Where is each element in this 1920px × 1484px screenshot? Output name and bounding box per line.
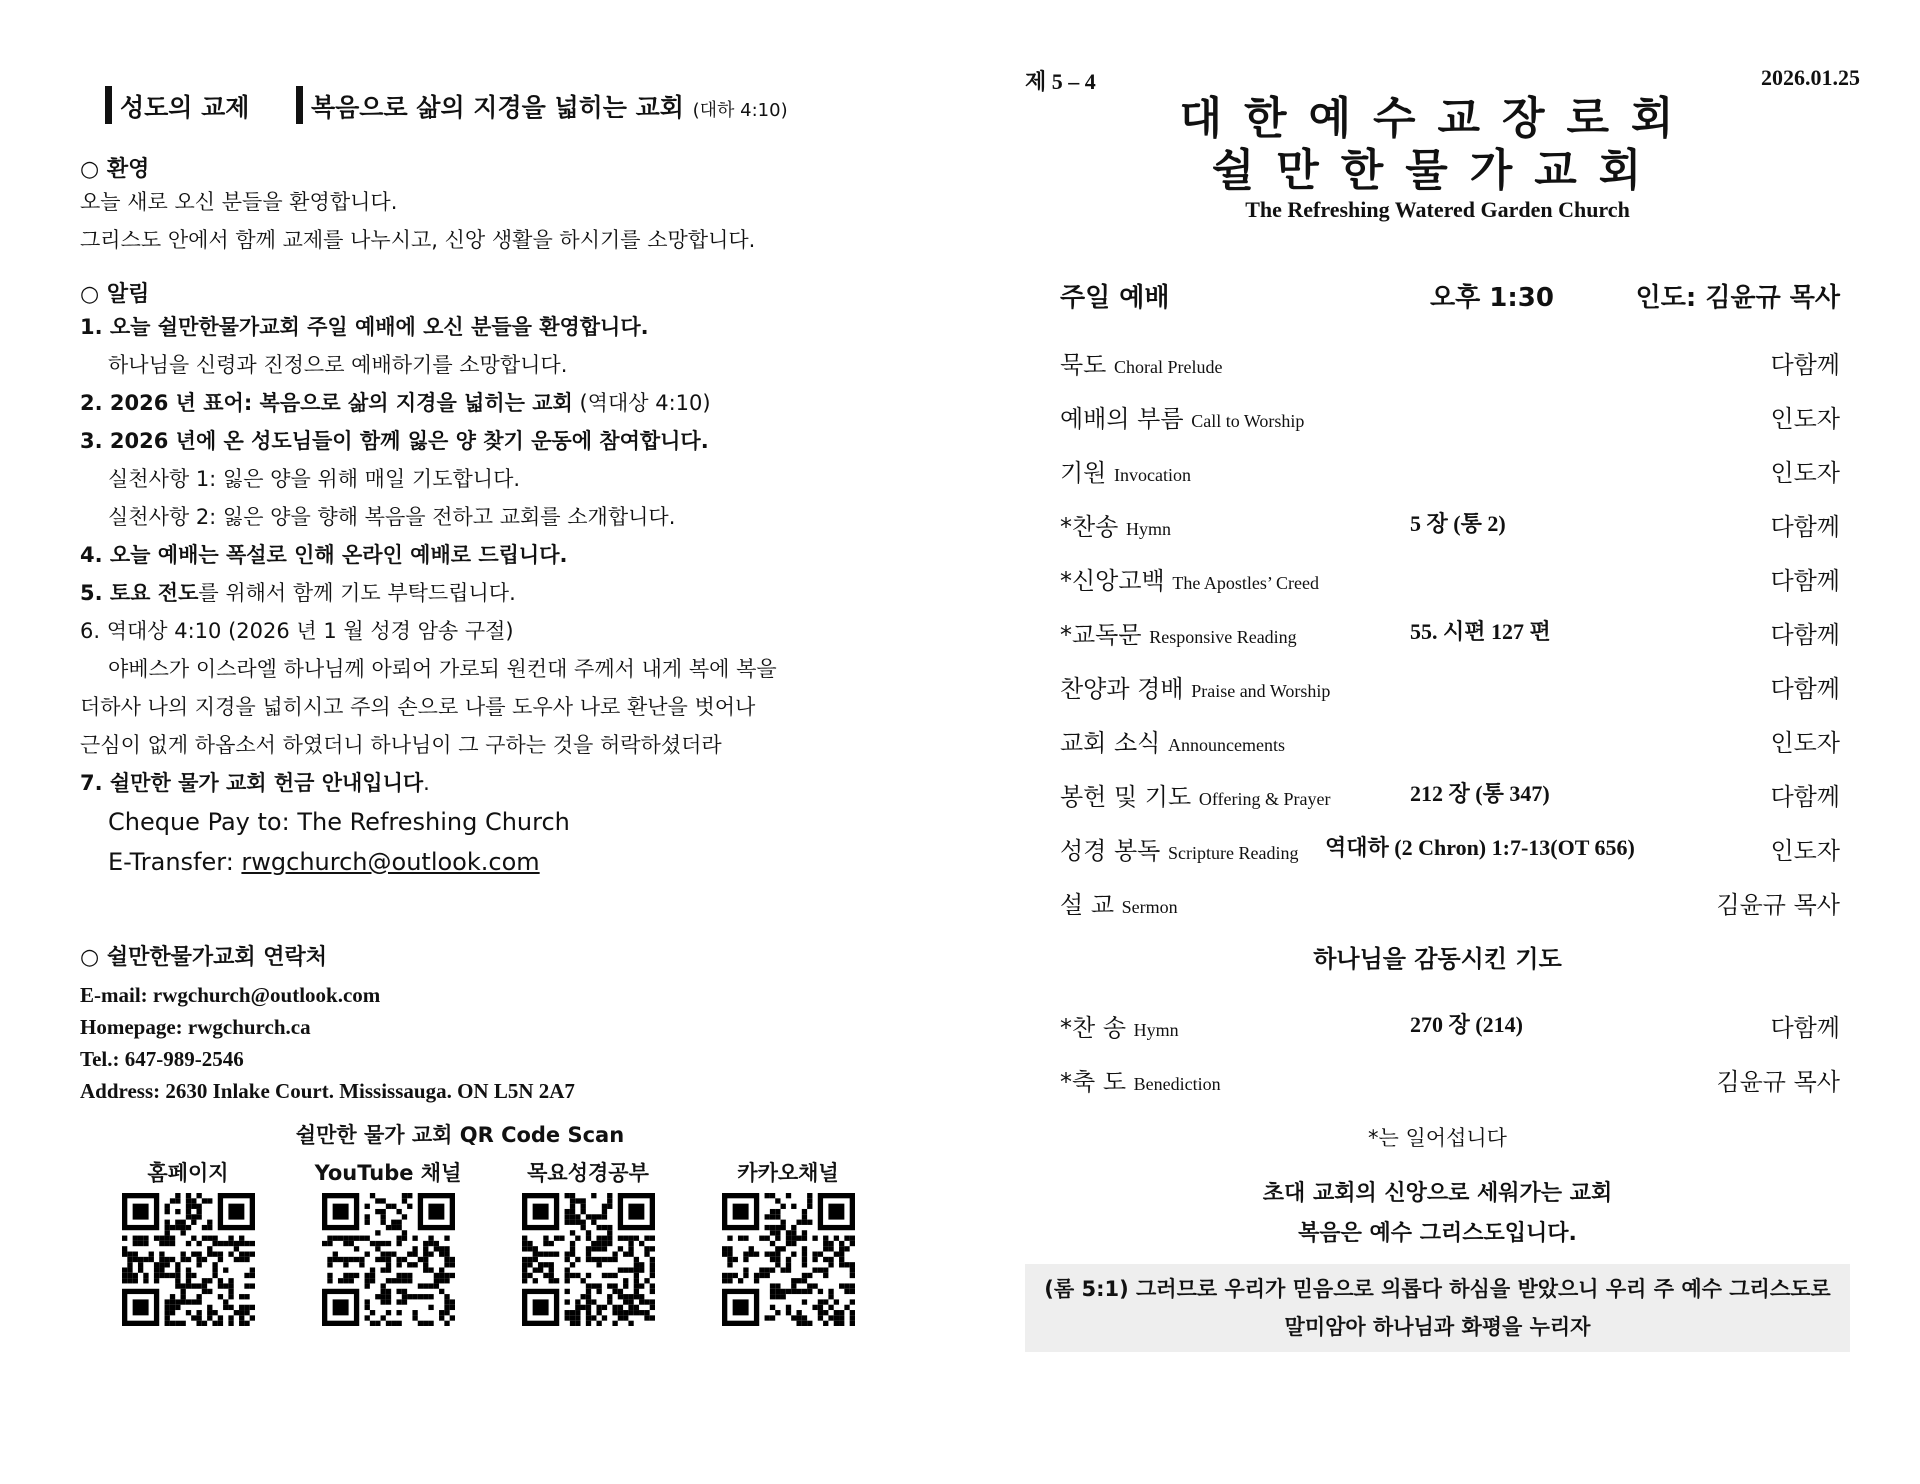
- qr-label: 카카오채널: [737, 1161, 839, 1185]
- church-motto-1: 초대 교회의 신앙으로 세워가는 교회: [1262, 1181, 1613, 1206]
- order-item-korean: 기원: [1060, 459, 1107, 487]
- qr-code-icon: [322, 1193, 455, 1326]
- notice-item: 2. 2026 년 표어: 복음으로 삶의 지경을 넓히는 교회 (역대상 4:10): [80, 391, 711, 415]
- order-of-worship-closing: [1025, 998, 1850, 1106]
- stand-note: *는 일어섭니다: [1368, 1126, 1507, 1150]
- notice-item: 5. 토요 전도를 위해서 함께 기도 부탁드립니다.: [80, 581, 516, 605]
- etransfer-email-link[interactable]: rwgchurch@outlook.com: [241, 848, 540, 876]
- contact-homepage: Homepage: rwgchurch.ca: [80, 1015, 311, 1039]
- order-item-participant: 다함께: [1770, 783, 1840, 811]
- order-item-participant: 다함께: [1770, 351, 1840, 379]
- worship-order-row: [1025, 335, 1850, 389]
- order-item-english: Sermon: [1121, 897, 1178, 917]
- order-item-participant: 김윤규 목사: [1716, 891, 1840, 919]
- qr-row: [80, 1157, 880, 1357]
- header-bar: [105, 86, 112, 124]
- worship-order-row: [1025, 443, 1850, 497]
- order-item-detail: 역대하 (2 Chron) 1:7-13(OT 656): [1325, 835, 1635, 860]
- worship-order-row: [1025, 1052, 1850, 1106]
- church-motto-2: 복음은 예수 그리스도입니다.: [1298, 1221, 1577, 1246]
- worship-order-row: [1025, 998, 1850, 1052]
- qr-youtube[interactable]: [313, 1157, 463, 1326]
- church-name-line1: 대한예수교장로회: [1179, 93, 1696, 144]
- order-item-name: [1060, 399, 1304, 434]
- order-item-english: Hymn: [1133, 1020, 1179, 1040]
- order-item-korean: *축 도: [1060, 1068, 1126, 1096]
- notice-item: 7. 쉴만한 물가 교회 헌금 안내입니다.: [80, 771, 430, 795]
- order-item-name: [1060, 777, 1330, 812]
- worship-order-row: [1025, 389, 1850, 443]
- header-title-motto: 복음으로 삶의 지경을 넓히는 교회 (대하 4:10): [311, 93, 788, 122]
- cheque-info: Cheque Pay to: The Refreshing Church: [108, 808, 570, 836]
- qr-kakao[interactable]: [713, 1157, 863, 1326]
- contact-email: E-mail: rwgchurch@outlook.com: [80, 983, 381, 1007]
- order-item-participant: 인도자: [1770, 729, 1840, 757]
- worship-order-row: [1025, 713, 1850, 767]
- left-panel: [80, 80, 880, 1357]
- contact-address: Address: 2630 Inlake Court. Mississauga. ON L5N 2A7: [80, 1079, 575, 1103]
- bulletin-date: 2026.01.25: [1761, 65, 1860, 90]
- contact-block: [80, 979, 880, 1107]
- notice-item: 1. 오늘 쉴만한물가교회 주일 예배에 오신 분들을 환영합니다.: [80, 315, 649, 339]
- qr-code-icon: [122, 1193, 255, 1326]
- order-item-name: [1060, 507, 1171, 542]
- church-name-line2: 쉴만한물가교회: [1211, 145, 1664, 196]
- verse-line: 더하사 나의 지경을 넓히시고 주의 손으로 나를 도우사 나로 환난을 벗어나: [80, 695, 756, 719]
- qr-code-icon: [722, 1193, 855, 1326]
- order-item-name: [1060, 885, 1178, 920]
- notice-item: 실천사항 2: 잃은 양을 향해 복음을 전하고 교회를 소개합니다.: [108, 505, 676, 529]
- worship-order-row: [1025, 605, 1850, 659]
- qr-label: YouTube 채널: [314, 1161, 462, 1185]
- service-title: 주일 예배: [1060, 283, 1170, 313]
- section-header: [80, 80, 880, 130]
- order-item-name: [1060, 831, 1298, 866]
- qr-label: 홈페이지: [147, 1161, 229, 1185]
- order-item-name: [1060, 669, 1330, 704]
- order-item-korean: 봉헌 및 기도: [1060, 783, 1192, 811]
- order-item-participant: 다함께: [1770, 1014, 1840, 1042]
- bulletin-topline: [1025, 65, 1860, 94]
- notice-item: 3. 2026 년에 온 성도님들이 함께 잃은 양 찾기 운동에 참여합니다.: [80, 429, 709, 453]
- order-item-participant: 인도자: [1770, 459, 1840, 487]
- worship-order-row: [1025, 659, 1850, 713]
- qr-title: 쉴만한 물가 교회 QR Code Scan: [295, 1123, 625, 1147]
- order-item-participant: 다함께: [1770, 675, 1840, 703]
- right-panel: [1025, 65, 1860, 1352]
- worship-order-row: [1025, 551, 1850, 605]
- notice-item: 실천사항 1: 잃은 양을 위해 매일 기도합니다.: [108, 467, 521, 491]
- order-item-korean: *신앙고백: [1060, 567, 1165, 595]
- order-item-name: [1060, 453, 1191, 488]
- welcome-heading: ○ 환영: [80, 157, 150, 182]
- order-item-english: Praise and Worship: [1191, 681, 1331, 701]
- order-item-english: Scripture Reading: [1168, 843, 1299, 863]
- order-item-korean: *교독문: [1060, 621, 1142, 649]
- worship-order-row: [1025, 767, 1850, 821]
- contact-heading: ○ 쉴만한물가교회 연락처: [80, 945, 328, 970]
- worship-order-row: [1025, 497, 1850, 551]
- order-item-english: Invocation: [1114, 465, 1191, 485]
- order-item-participant: 인도자: [1770, 405, 1840, 433]
- welcome-line: 그리스도 안에서 함께 교제를 나누시고, 신앙 생활을 하시기를 소망합니다.: [80, 228, 756, 252]
- issue-number: 제 5 – 4: [1025, 69, 1096, 94]
- order-item-name: [1060, 615, 1297, 650]
- order-item-detail: 270 장 (214): [1410, 1012, 1523, 1037]
- order-item-korean: 찬양과 경배: [1060, 675, 1184, 703]
- order-item-name: [1060, 345, 1223, 380]
- order-item-participant: 다함께: [1770, 567, 1840, 595]
- verse-line: 말미암아 하나님과 화평을 누리자: [1284, 1315, 1591, 1339]
- sermon-title: 하나님을 감동시킨 기도: [1313, 945, 1562, 973]
- qr-homepage[interactable]: [113, 1157, 263, 1326]
- order-item-english: Benediction: [1133, 1074, 1221, 1094]
- order-item-participant: 김윤규 목사: [1716, 1068, 1840, 1096]
- welcome-line: 오늘 새로 오신 분들을 환영합니다.: [80, 190, 398, 214]
- header-bar: [296, 86, 303, 124]
- order-item-korean: 묵도: [1060, 351, 1107, 379]
- order-item-korean: 성경 봉독: [1060, 837, 1161, 865]
- closing-verse: [1025, 1264, 1850, 1352]
- order-item-english: Hymn: [1126, 519, 1172, 539]
- etransfer-info: E-Transfer: rwgchurch@outlook.com: [108, 848, 540, 876]
- order-item-detail: 212 장 (통 347): [1410, 781, 1550, 806]
- order-item-english: Offering & Prayer: [1198, 789, 1331, 809]
- contact-phone: Tel.: 647-989-2546: [80, 1047, 244, 1071]
- order-item-detail: 5 장 (통 2): [1410, 511, 1506, 536]
- service-header: [1025, 269, 1850, 335]
- order-item-participant: 인도자: [1770, 837, 1840, 865]
- order-item-english: Announcements: [1168, 735, 1285, 755]
- worship-order-row: [1025, 821, 1850, 875]
- qr-label: 목요성경공부: [527, 1161, 649, 1185]
- notice-item: 하나님을 신령과 진정으로 예배하기를 소망합니다.: [108, 353, 568, 377]
- verse-line: 야베스가 이스라엘 하나님께 아뢰어 가로되 원컨대 주께서 내게 복에 복을: [108, 657, 777, 681]
- church-name-english: The Refreshing Watered Garden Church: [1245, 197, 1630, 222]
- order-item-english: Choral Prelude: [1114, 357, 1223, 377]
- notice-item: 6. 역대상 4:10 (2026 년 1 월 성경 암송 구절): [80, 619, 514, 643]
- order-item-name: [1060, 1062, 1221, 1097]
- order-item-korean: 설 교: [1060, 891, 1114, 919]
- notice-item: 4. 오늘 예배는 폭설로 인해 온라인 예배로 드립니다.: [80, 543, 568, 567]
- qr-bible-study[interactable]: [513, 1157, 663, 1326]
- order-of-worship: [1025, 335, 1850, 929]
- order-item-name: [1060, 561, 1319, 596]
- order-item-korean: 예배의 부름: [1060, 405, 1184, 433]
- service-leader: 인도: 김윤규 목사: [1635, 283, 1840, 313]
- order-item-korean: *찬 송: [1060, 1014, 1126, 1042]
- order-item-english: Call to Worship: [1191, 411, 1305, 431]
- service-time: 오후 1:30: [1430, 283, 1554, 313]
- order-item-english: The Apostles’ Creed: [1172, 573, 1320, 593]
- verse-line: 근심이 없게 하옵소서 하였더니 하나님이 그 구하는 것을 허락하셨더라: [80, 733, 722, 757]
- order-item-name: [1060, 1008, 1179, 1043]
- order-item-korean: 교회 소식: [1060, 729, 1161, 757]
- order-item-detail: 55. 시편 127 편: [1410, 619, 1551, 644]
- order-item-english: Responsive Reading: [1149, 627, 1297, 647]
- order-item-participant: 다함께: [1770, 513, 1840, 541]
- notice-heading: ○ 알림: [80, 282, 150, 307]
- qr-code-icon: [522, 1193, 655, 1326]
- order-item-participant: 다함께: [1770, 621, 1840, 649]
- header-title-fellowship: 성도의 교제: [120, 93, 250, 122]
- order-item-korean: *찬송: [1060, 513, 1119, 541]
- order-item-name: [1060, 723, 1285, 758]
- verse-line: (롬 5:1) 그러므로 우리가 믿음으로 의롭다 하심을 받았으니 우리 주 예수 그리스도로: [1044, 1277, 1831, 1301]
- worship-order-row: [1025, 875, 1850, 929]
